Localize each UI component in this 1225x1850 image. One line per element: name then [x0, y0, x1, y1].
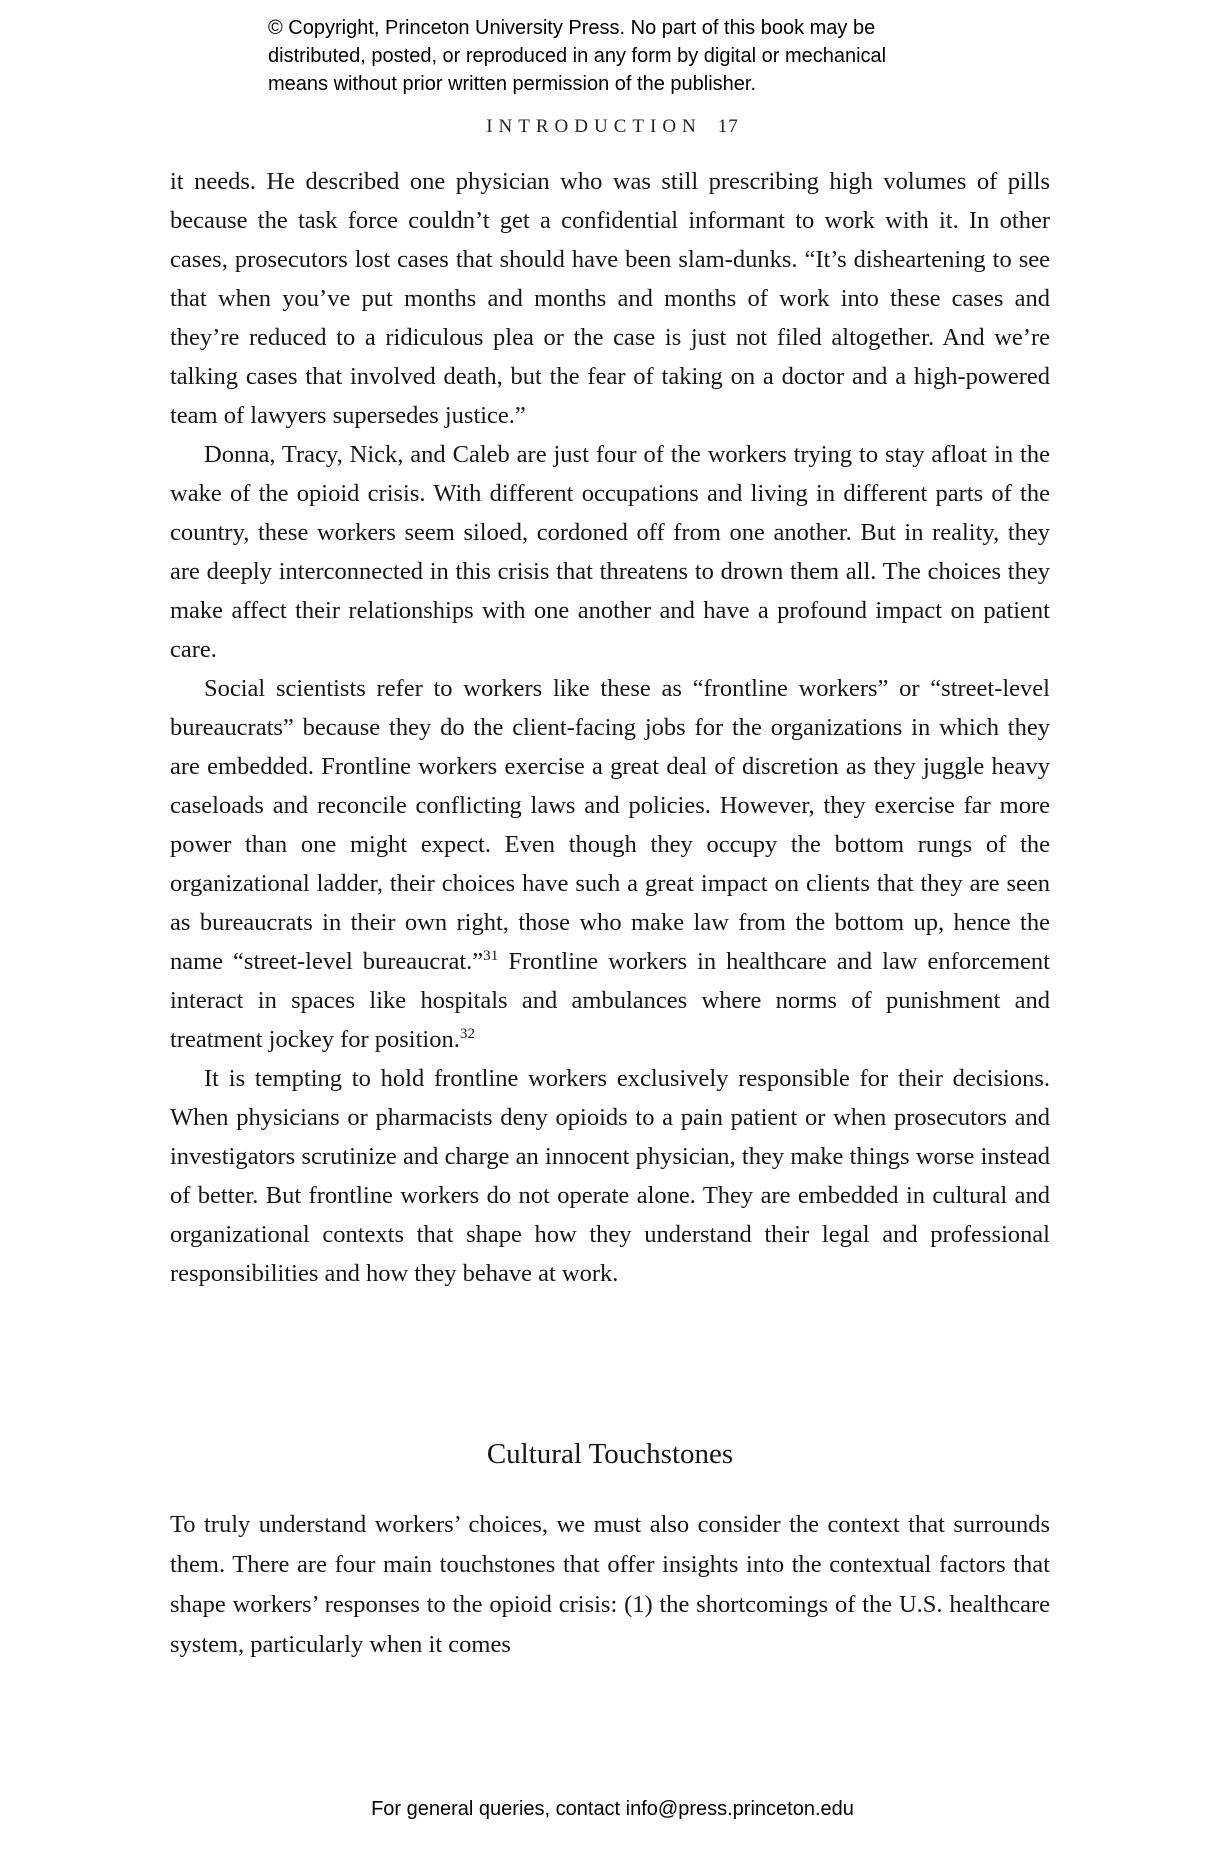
- footer-queries: [0, 1798, 1225, 1821]
- paragraph: Social scientists refer to workers like these as “frontline workers” or “street-level bureaucrats” because they do the client-facing jobs for the organizations in which they are embedded. Frontline workers exercise a great deal of discretion as they juggle heavy caseloads and reconcile conflicting laws and policies. However, they exercise far more power than one might expect. Even though they occupy the bottom rungs of the organizational ladder, their choices have such a great impact on clients that they are seen as bureaucrats in their own right, those who make law from the bottom up, hence the name “street-level bureaucrat.”$^{31}$ Frontline workers in healthcare and law enforcement interact in spaces like hospitals and ambulances where norms of punishment and treatment jockey for position.$^{32}$: [170, 675, 1050, 1053]
- paragraph: To truly understand workers’ choices, we must also consider the context that surrounds them. There are four main touchstones that offer insights into the contextual factors that shape workers’ responses to the opioid crisis: (1) the shortcomings of the U.S. healthcare system, particularly when it comes: [170, 1511, 1050, 1658]
- page-number: 17: [717, 116, 739, 137]
- copyright-line: © Copyright, Princeton University Press. No part of this book may be: [268, 17, 876, 39]
- running-head: [0, 116, 1225, 138]
- copyright-line: distributed, posted, or reproduced in any form by digital or mechanical: [268, 45, 887, 67]
- section-heading: Cultural Touchstones: [486, 1438, 734, 1470]
- copyright-notice: [268, 14, 886, 98]
- running-head-title: INTRODUCTION: [486, 116, 702, 137]
- paragraph: It is tempting to hold frontline workers exclusively responsible for their decisions. When physicians or pharmacists deny opioids to a pain patient or when prosecutors and investigators scrutinize and charge an innocent physician, they make things worse instead of better. But frontline workers do not operate alone. They are embedded in cultural and organizational contexts that shape how they understand their legal and professional responsibilities and how they behave at work.: [170, 1065, 1050, 1287]
- footnote-marker: 31: [483, 946, 499, 964]
- copyright-line: means without prior written permission of the publisher.: [268, 73, 757, 95]
- section-text: [170, 1505, 1050, 1665]
- paragraph: Donna, Tracy, Nick, and Caleb are just four of the workers trying to stay afloat in the wake of the opioid crisis. With different occupations and living in different parts of the country, these workers seem siloed, cordoned off from one another. But in reality, they are deeply interconnected in this crisis that threatens to drown them all. The choices they make affect their relationships with one another and have a profound impact on patient care.: [170, 441, 1050, 663]
- footer-text: For general queries, contact info@press.princeton.edu: [371, 1798, 854, 1820]
- paragraph: it needs. He described one physician who was still prescribing high volumes of pills because the task force couldn’t get a confidential informant to work with it. In other cases, prosecutors lost cases that should have been slam-dunks. “It’s disheartening to see that when you’ve put months and months and months of work into these cases and they’re reduced to a ridiculous plea or the case is just not filed altogether. And we’re talking cases that involved death, but the fear of taking on a doctor and a high-powered team of lawyers supersedes justice.”: [170, 168, 1050, 429]
- footnote-marker: 32: [459, 1024, 476, 1042]
- body-text: [170, 162, 1050, 1293]
